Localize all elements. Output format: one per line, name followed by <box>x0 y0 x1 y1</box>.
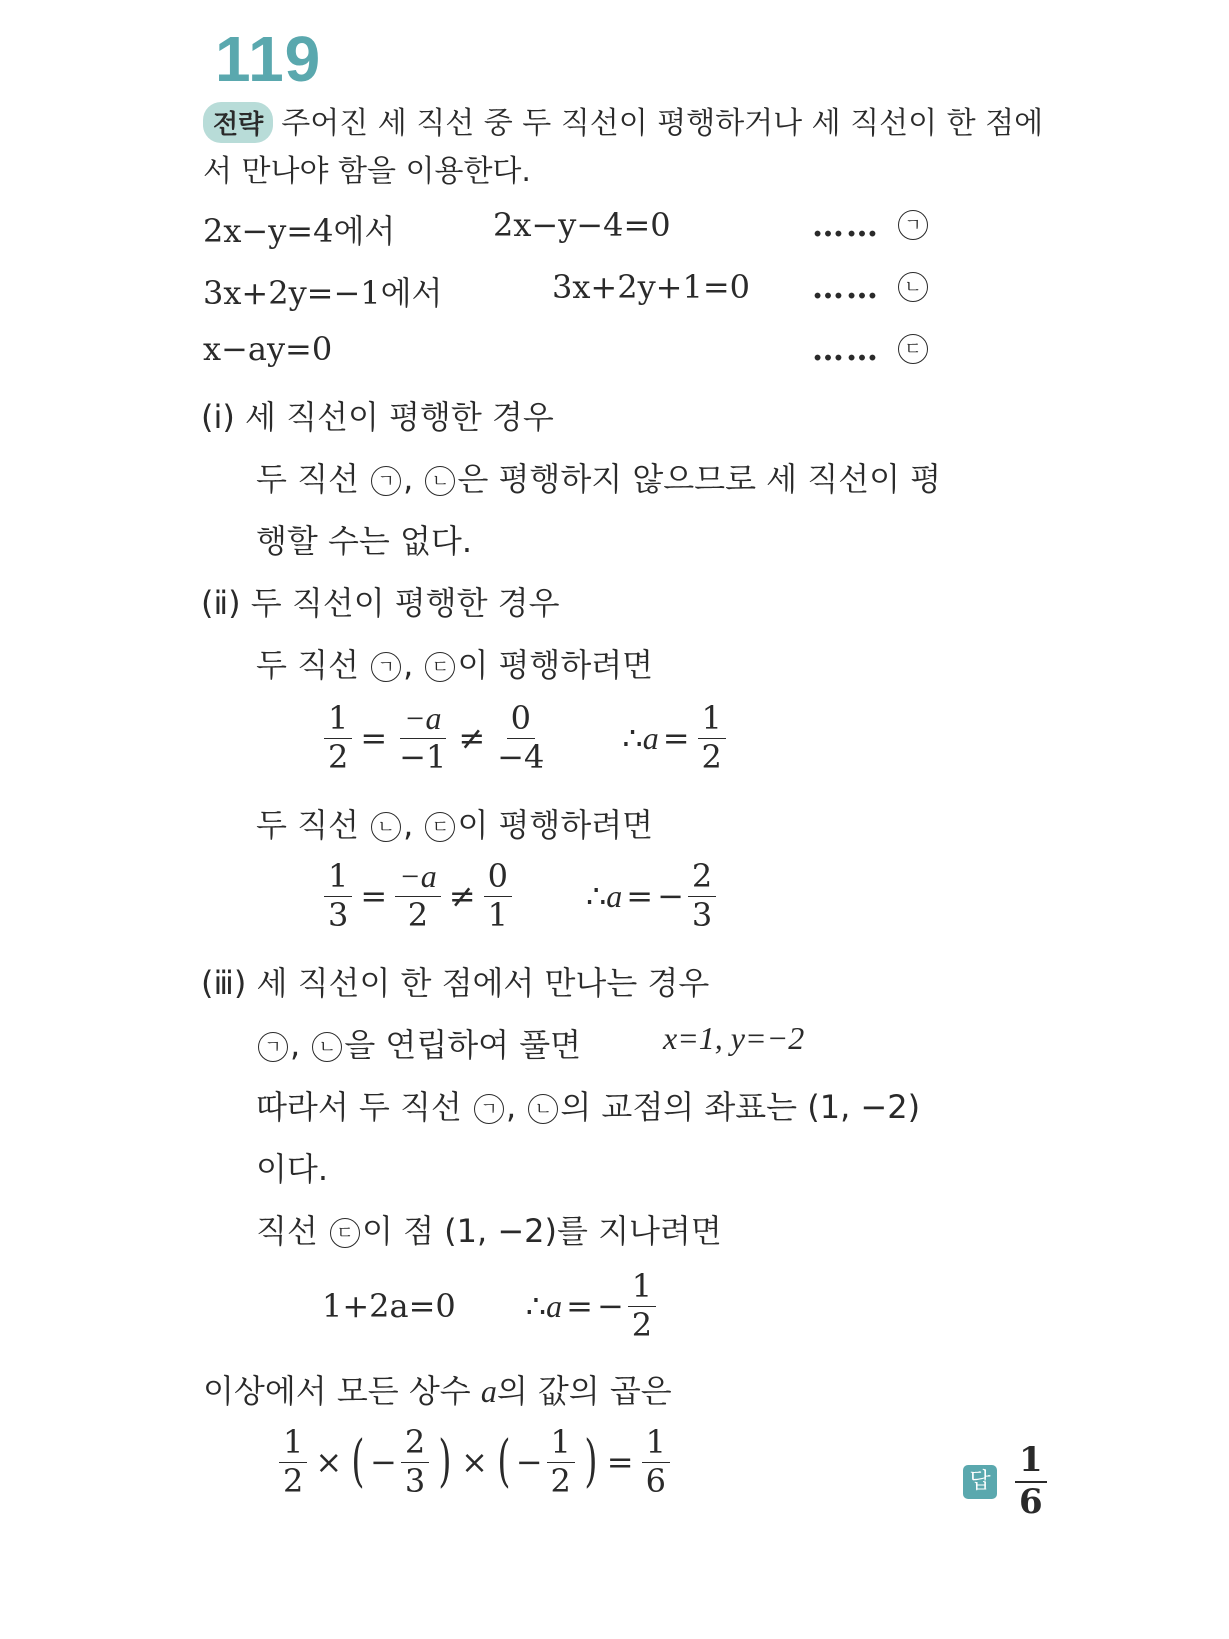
minus-sign: − <box>515 1443 543 1482</box>
text: 두 직선 <box>256 646 370 684</box>
fraction: $\frac{1}{2}$ <box>628 1270 656 1342</box>
fraction: $\frac{1}{6}$ <box>642 1426 670 1498</box>
separator: , <box>506 1088 527 1126</box>
equals-sign: = <box>606 1443 634 1482</box>
case3-heading: (ⅲ) 세 직선이 한 점에서 만나는 경우 <box>201 964 710 1002</box>
equals-sign: = <box>566 1287 593 1326</box>
circle-marker-3: ㄷ <box>898 334 928 364</box>
equation-2-dots: …… <box>812 268 880 306</box>
minus-sign: − <box>370 1443 397 1482</box>
circle-marker-2: ㄴ <box>898 272 928 302</box>
separator: , <box>403 460 424 498</box>
times-sign: × <box>315 1443 343 1482</box>
variable: a <box>642 719 659 756</box>
equation-2-orig: 3x+2y=−1에서 <box>203 274 443 312</box>
problem-number: 119 <box>215 23 322 95</box>
equals-sign: = <box>360 877 388 916</box>
case2-heading: (ⅱ) 두 직선이 평행한 경우 <box>201 584 560 622</box>
therefore-sign: ∴ <box>525 1287 547 1326</box>
fraction: $\frac{0}{-4}$ <box>497 699 545 776</box>
text: 이상에서 모든 상수 <box>203 1372 481 1410</box>
text: 두 직선 <box>256 806 370 844</box>
not-equal-sign: ≠ <box>448 877 476 916</box>
fraction: $\frac{1}{2}$ <box>279 1426 307 1498</box>
not-equal-sign: ≠ <box>458 719 486 758</box>
case3-line4 <box>256 1206 722 1252</box>
answer <box>963 1440 1051 1522</box>
variable: a <box>606 877 623 914</box>
variable: a <box>546 1287 563 1324</box>
equation-3-dots: …… <box>812 330 880 368</box>
circle-marker: ㄴ <box>528 1094 558 1124</box>
separator: , <box>290 1026 311 1064</box>
circle-marker: ㄴ <box>371 812 401 842</box>
text: 이 평행하려면 <box>457 646 654 684</box>
times-sign: × <box>461 1443 488 1482</box>
strategy-badge: 전략 <box>203 102 273 143</box>
text: 직선 <box>256 1212 328 1250</box>
case2-sub1 <box>256 640 653 686</box>
therefore-sign: ∴ <box>622 719 643 758</box>
case3-line1 <box>256 1020 581 1066</box>
equation-1-std: 2x−y−4=0 <box>493 206 671 244</box>
case3-solution: x=1, y=−2 <box>663 1020 805 1056</box>
circle-marker: ㄴ <box>312 1032 342 1062</box>
circle-marker: ㄱ <box>371 466 401 496</box>
answer-fraction: $\frac{1}{6}$ <box>1015 1443 1047 1520</box>
circle-marker: ㄷ <box>425 812 455 842</box>
text: 이 평행하려면 <box>457 806 654 844</box>
case3-equation <box>322 1267 660 1344</box>
fraction: $\frac{-a}{-1}$ <box>399 700 447 776</box>
case3-line3: 이다. <box>256 1150 328 1188</box>
circle-marker: ㄱ <box>258 1032 288 1062</box>
fraction: $\frac{1}{2}$ <box>324 702 352 774</box>
circle-marker: ㄱ <box>371 652 401 682</box>
strategy-text-1: 주어진 세 직선 중 두 직선이 평행하거나 세 직선이 한 점에 <box>281 106 1044 141</box>
equation: 1+2a=0 <box>322 1287 456 1326</box>
fraction: $\frac{0}{1}$ <box>484 860 512 932</box>
case2-equation-1 <box>320 699 730 776</box>
fraction: $\frac{1}{2}$ <box>547 1426 575 1498</box>
text: 따라서 두 직선 <box>256 1088 472 1126</box>
right-paren: ) <box>438 1429 452 1495</box>
equation-3-orig: x−ay=0 <box>203 330 333 368</box>
separator: , <box>403 646 424 684</box>
text: 이 점 (1, −2)를 지나려면 <box>362 1212 722 1250</box>
case1-line2: 행할 수는 없다. <box>256 522 472 560</box>
conclusion-text <box>203 1366 672 1412</box>
case1-heading: (ⅰ) 세 직선이 평행한 경우 <box>201 398 554 436</box>
equation-2-std: 3x+2y+1=0 <box>552 268 750 306</box>
case2-equation-2 <box>320 857 720 934</box>
fraction: $\frac{-a}{2}$ <box>395 860 441 932</box>
variable: a <box>480 1373 497 1409</box>
text: 의 교점의 좌표는 (1, −2) <box>560 1088 921 1126</box>
case3-line2 <box>256 1082 920 1128</box>
strategy-line-1 <box>203 98 1043 143</box>
equals-sign: = <box>662 719 690 758</box>
strategy-text-2: 서 만나야 함을 이용한다. <box>203 154 531 189</box>
minus-sign: − <box>596 1287 624 1326</box>
equals-sign: = <box>626 877 654 916</box>
left-paren: ( <box>351 1429 365 1495</box>
fraction: $\frac{1}{3}$ <box>324 860 352 932</box>
case1-text-a: 두 직선 <box>256 460 370 498</box>
text: 의 값의 곱은 <box>496 1372 672 1410</box>
right-paren: ) <box>584 1429 598 1495</box>
case2-sub2 <box>256 800 653 846</box>
fraction: $\frac{2}{3}$ <box>401 1426 429 1498</box>
equals-sign: = <box>360 719 388 758</box>
minus-sign: − <box>657 877 684 916</box>
answer-badge: 답 <box>963 1465 997 1499</box>
circle-marker: ㄴ <box>425 466 455 496</box>
circle-marker-1: ㄱ <box>898 210 928 240</box>
therefore-sign: ∴ <box>585 877 607 916</box>
left-paren: ( <box>497 1429 511 1495</box>
circle-marker: ㄷ <box>425 652 455 682</box>
case1-text-b: 은 평행하지 않으므로 세 직선이 평 <box>457 460 942 498</box>
circle-marker: ㄱ <box>474 1094 504 1124</box>
product-equation <box>275 1423 674 1500</box>
equation-1-dots: …… <box>812 206 880 244</box>
fraction: $\frac{2}{3}$ <box>688 860 716 932</box>
fraction: $\frac{1}{2}$ <box>698 702 726 774</box>
case1-line1 <box>256 454 941 500</box>
separator: , <box>403 806 424 844</box>
equation-1-orig: 2x−y=4에서 <box>203 212 396 250</box>
circle-marker: ㄷ <box>330 1218 360 1248</box>
text: 을 연립하여 풀면 <box>344 1026 582 1064</box>
